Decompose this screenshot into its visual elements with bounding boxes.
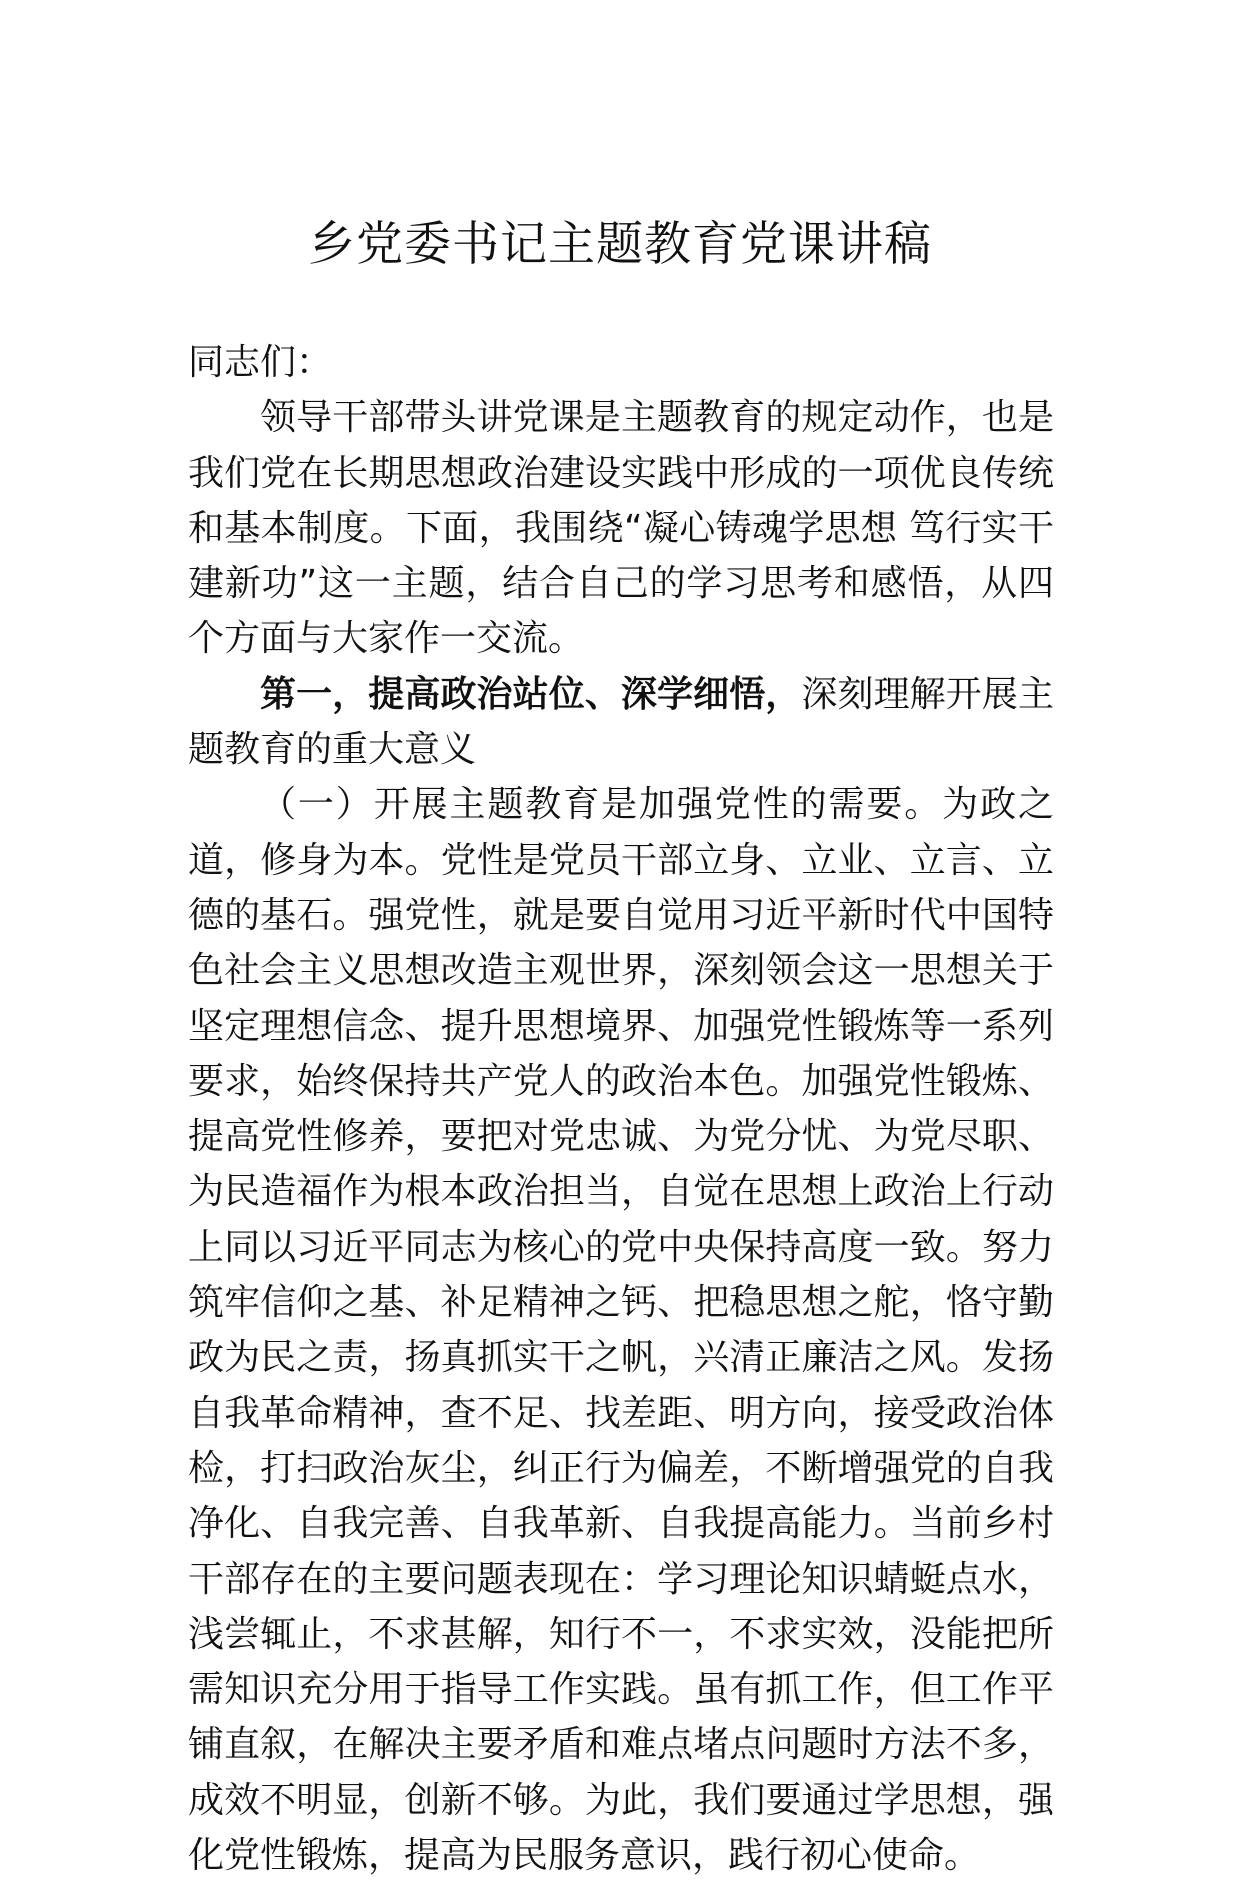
section-heading-number: 第一， <box>260 673 369 715</box>
document-body <box>188 335 1054 1883</box>
paragraph-section-1-1: （一）开展主题教育是加强党性的需要。为政之道，修身为本。党性是党员干部立身、立业、立言、立德的基石。强党性，就是要自觉用习近平新时代中国特色社会主义思想改造主观世界，深刻领会这一思想关于坚定理想信念、提升思想境界、加强党性锻炼等一系列要求，始终保持共产党人的政治本色。加强党性锻炼、提高党性修养，要把对党忠诚、为党分忧、为党尽职、为民造福作为根本政治担当，自觉在思想上政治上行动上同以习近平同志为核心的党中央保持高度一致。努力筑牢信仰之基、补足精神之钙、把稳思想之舵，恪守勤政为民之责，扬真抓实干之帆，兴清正廉洁之风。发扬自我革命精神，查不足、找差距、明方向，接受政治体检，打扫政治灰尘，纠正行为偏差，不断增强党的自我净化、自我完善、自我革新、自我提高能力。当前乡村干部存在的主要问题表现在：学习理论知识蜻蜓点水，浅尝辄止，不求甚解，知行不一，不求实效，没能把所需知识充分用于指导工作实践。虽有抓工作，但工作平铺直叙，在解决主要矛盾和难点堵点问题时方法不多，成效不明显，创新不够。为此，我们要通过学思想，强化党性锻炼，提高为民服务意识，践行初心使命。 <box>188 784 1054 1877</box>
section-heading-emphasis: 提高政治站位、深学细悟， <box>368 673 802 715</box>
salutation: 同志们： <box>188 342 333 383</box>
section-heading-1 <box>188 667 1054 778</box>
section-heading-text: 深刻理解开展主题教育的重大意义 <box>188 673 1054 771</box>
document-title: 乡党委书记主题教育党课讲稿 <box>308 217 932 272</box>
paragraph-intro: 领导干部带头讲党课是主题教育的规定动作，也是我们党在长期思想政治建设实践中形成的一项优良传统和基本制度。下面，我围绕“凝心铸魂学思想 笃行实干建新功”这一主题，结合自己的学习思考和感悟，从四个方面与大家作一交流。 <box>188 397 1054 660</box>
